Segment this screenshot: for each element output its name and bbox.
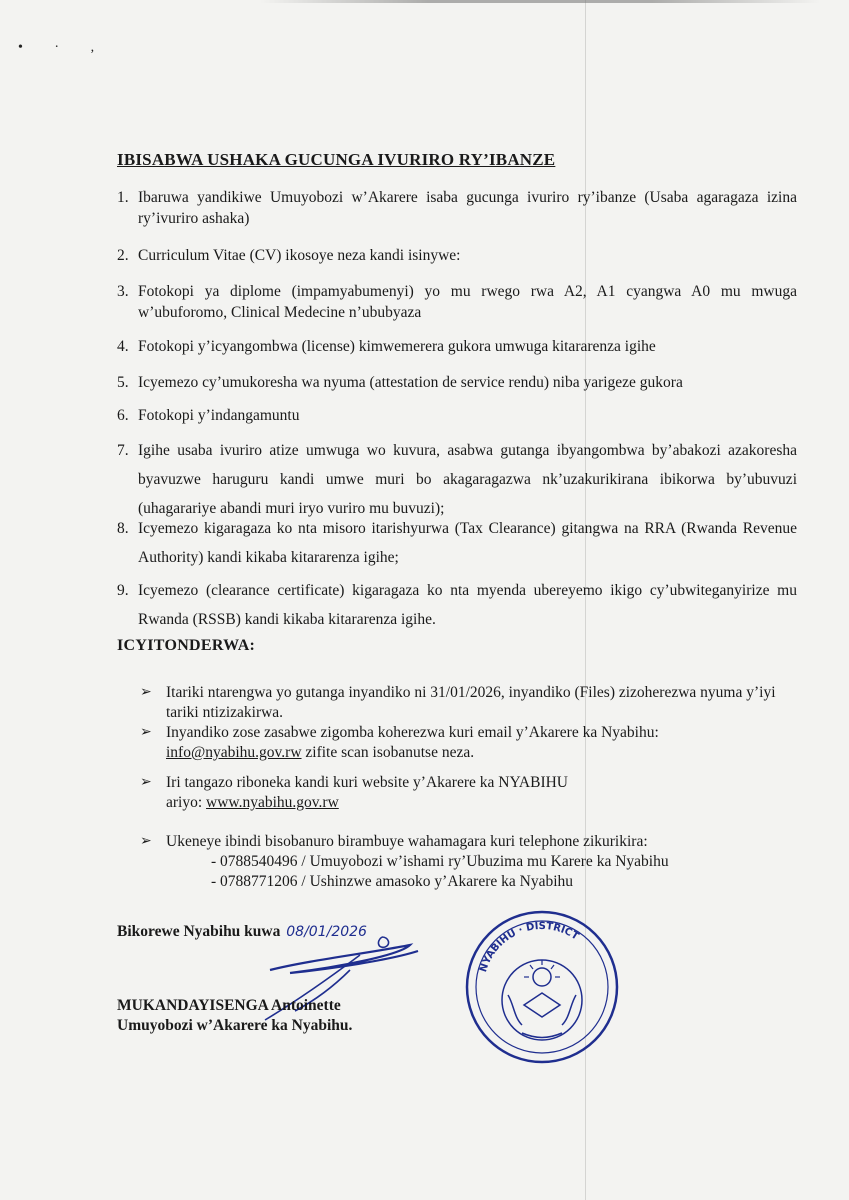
arrow-bullet-icon: ➢ [140,775,152,790]
phone-contact: - 0788771206 / Ushinzwe amasoko y’Akarere ka Nyabihu [211,873,574,890]
document-title: IBISABWA USHAKA GUCUNGA IVURIRO RY’IBANZE [117,150,556,169]
note-website [140,773,800,813]
requirement-item [117,576,797,634]
requirement-number: 9. [117,582,129,599]
requirement-text: Icyemezo (clearance certificate) kigaragaza ko nta myenda ubereyemo ikigo cy’ubwiteganyirize mu Rwanda (RSSB) kandi kikaba kitararenza igihe. [138,582,797,628]
requirement-item [117,514,797,572]
arrow-bullet-icon: ➢ [140,834,152,849]
requirement-text: Icyemezo cy’umukoresha wa nyuma (attestation de service rendu) niba yarigeze gukora [138,374,683,391]
note-text: ariyo: [166,794,207,811]
requirement-text: Curriculum Vitae (CV) ikosoye neza kandi isinywe: [138,247,461,264]
notes-heading: ICYITONDERWA: [117,637,256,654]
requirement-item [117,281,797,323]
requirement-text: Fotokopi ya diplome (impamyabumenyi) yo mu rwego rwa A2, A1 cyangwa A0 mu mwuga w’ubuforomo, Clinical Medecine n’ububyaza [138,283,797,321]
requirement-number: 5. [117,374,129,391]
signer-name: MUKANDAYISENGA Antoinette [117,997,341,1014]
note-email [140,723,800,763]
requirement-item [117,336,797,357]
dated-label: Bikorewe Nyabihu kuwa [117,923,281,940]
note-text: Iri tangazo riboneka kandi kuri website y’Akarere ka NYABIHU [166,774,569,791]
note-phones [140,832,800,892]
district-stamp-icon [462,905,622,1070]
note-text: Inyandiko zose zasabwe zigomba koherezwa kuri email y’Akarere ka Nyabihu: [166,724,659,741]
phone-contact: - 0788540496 / Umuyobozi w’ishami ry’Ubuzima mu Karere ka Nyabihu [211,853,669,870]
signer-title: Umuyobozi w’Akarere ka Nyabihu. [117,1017,353,1034]
requirement-text: Igihe usaba ivuriro atize umwuga wo kuvura, asabwa gutanga ibyangombwa by’abakozi azakoresha byavuzwe haruguru kandi umwe muri bo akagaragazwa nk’uzakurikirana ibikorwa by’ubuvuzi (uhagarariye abandi muri iryo vuriro mu buvuzi); [138,442,797,517]
scan-edge [260,0,820,3]
note-text: Itariki ntarengwa yo gutanga inyandiko ni 31/01/2026, inyandiko (Files) zizoherezwa nyuma y’iyi tariki ntizizakirwa. [166,684,776,721]
requirement-item [117,405,797,426]
requirement-number: 3. [117,283,129,300]
note-deadline [140,683,800,723]
requirement-text: Fotokopi y’icyangombwa (license) kimwemerera gukora umwuga kitararenza igihe [138,338,656,355]
requirement-number: 2. [117,247,129,264]
requirement-item [117,187,797,229]
requirement-item [117,436,797,523]
scan-specks: • · , [18,40,109,55]
requirement-item [117,372,797,393]
arrow-bullet-icon: ➢ [140,725,152,740]
email-link[interactable]: info@nyabihu.gov.rw [166,744,302,761]
website-link[interactable]: www.nyabihu.gov.rw [206,794,339,811]
requirement-text: Fotokopi y’indangamuntu [138,407,300,424]
stamp-text: NYABIHU · DISTRICT [478,920,581,974]
note-text: Ukeneye ibindi bisobanuro birambuye wahamagara kuri telephone zikurikira: [166,833,648,850]
requirement-item [117,245,797,266]
requirement-number: 7. [117,442,129,459]
arrow-bullet-icon: ➢ [140,685,152,700]
note-text: zifite scan isobanutse neza. [301,744,475,761]
signature-block [117,996,352,1036]
requirement-text: Icyemezo kigaragaza ko nta misoro itarishyurwa (Tax Clearance) gitangwa na RRA (Rwanda Revenue Authority) kandi kikaba kitararenza igihe; [138,520,797,566]
requirement-number: 8. [117,520,129,537]
handwritten-date: 08/01/2026 [286,924,367,940]
requirement-number: 4. [117,338,129,355]
requirement-number: 6. [117,407,129,424]
requirement-text: Ibaruwa yandikiwe Umuyobozi w’Akarere isaba gucunga ivuriro ry’ibanze (Usaba agaragaza izina ry’ivuriro ashaka) [138,189,797,227]
requirement-number: 1. [117,189,129,206]
